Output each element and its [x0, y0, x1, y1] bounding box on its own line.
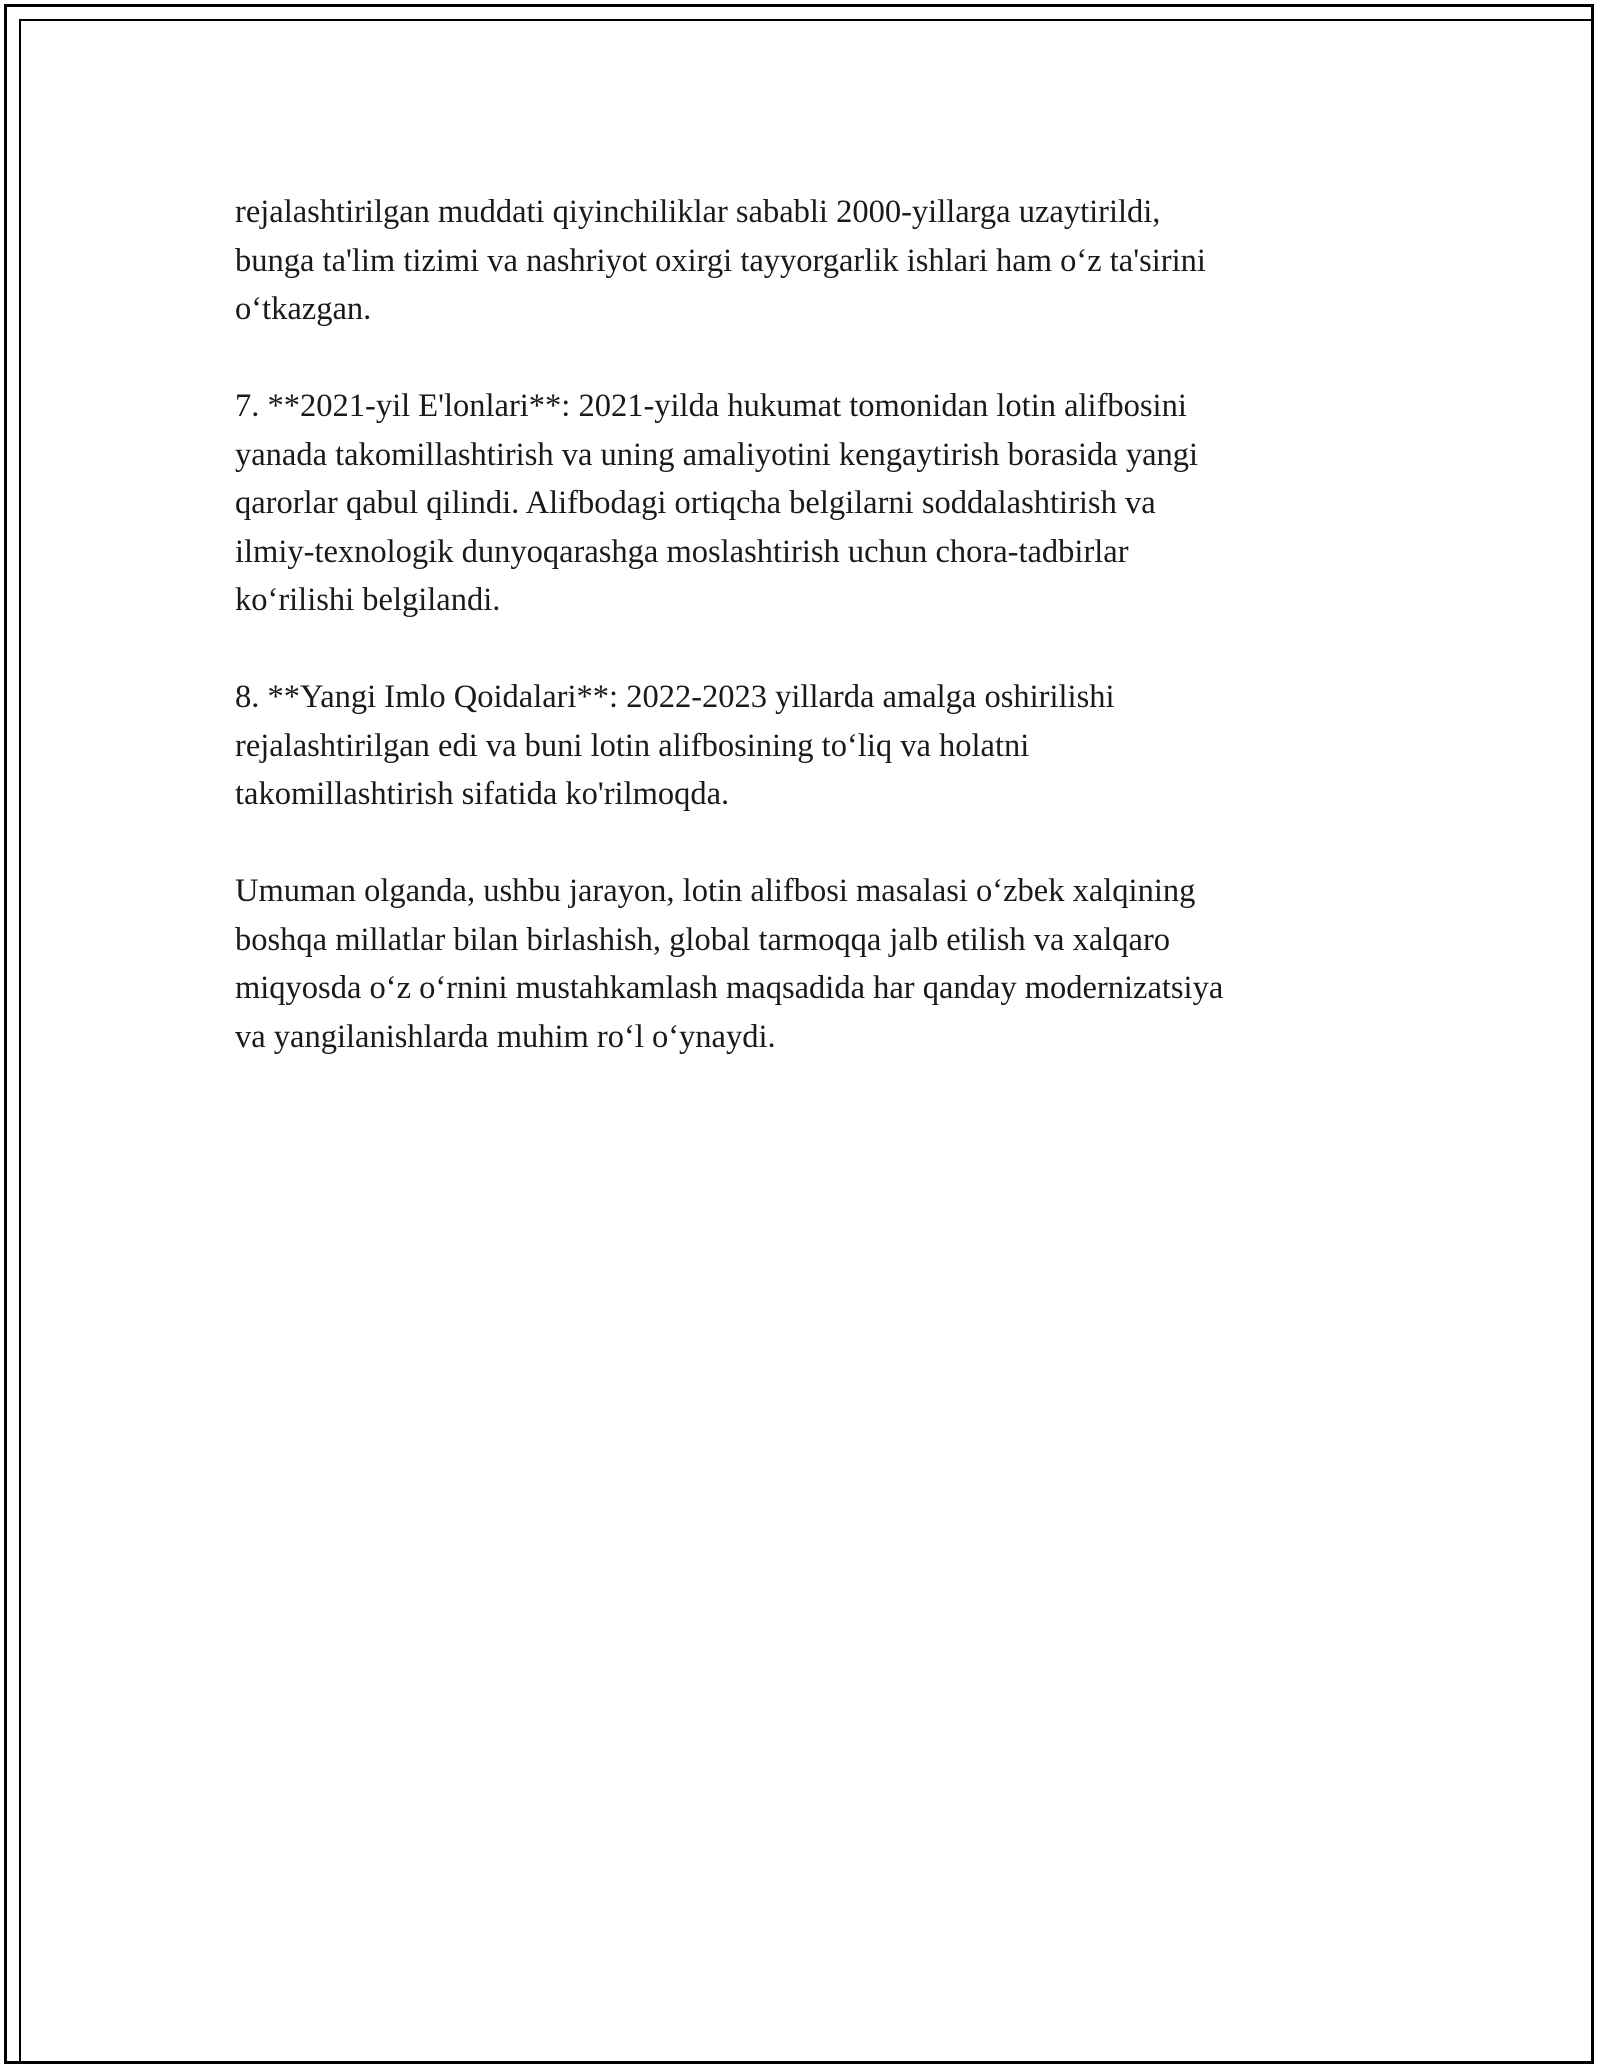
paragraph-conclusion: Umuman olganda, ushbu jarayon, lotin alifbosi masalasi o‘zbek xalqining boshqa millatlar bilan birlashish, global tarmoqqa jalb etilish va xalqaro miqyosda o‘z o‘rnini mustahkamlash maqsadida har qanday modernizatsiya va yangilanishlarda muhim ro‘l o‘ynaydi.: [235, 873, 1224, 1055]
paragraph-item-7: 7. **2021-yil E'lonlari**: 2021-yilda hukumat tomonidan lotin alifbosini yanada takomillashtirish va uning amaliyotini kengaytirish borasida yangi qarorlar qabul qilindi. Alifbodagi ortiqcha belgilarni soddalashtirish va ilmiy-texnologik dunyoqarashga moslashtirish uchun chora-tadbirlar ko‘rilishi belgilandi.: [235, 388, 1199, 618]
paragraph-item-8: 8. **Yangi Imlo Qoidalari**: 2022-2023 yillarda amalga oshirilishi rejalashtirilgan edi va buni lotin alifbosining to‘liq va holatni takomillashtirish sifatida ko'rilmoqda.: [235, 679, 1115, 812]
paragraph-continuation: rejalashtirilgan muddati qiyinchiliklar sababli 2000-yillarga uzaytirildi, bunga ta'lim tizimi va nashriyot oxirgi tayyorgarlik ishlari ham o‘z ta'sirini o‘tkazgan.: [235, 194, 1206, 327]
document-body: [235, 188, 1365, 1110]
